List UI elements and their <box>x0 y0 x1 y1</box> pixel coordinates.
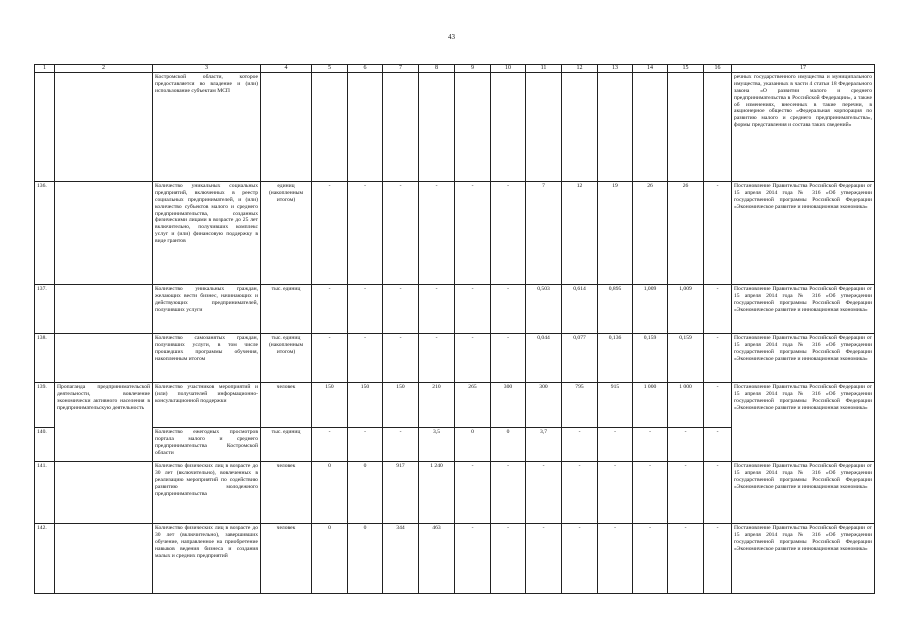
col-header: 10 <box>491 65 526 73</box>
indicator-name: Количество физических лиц в возрасте до 30 лет (включительно), завершивших обучение, направленное на приобретение навыков ведения бизнеса и создания малых и средних предприятий <box>153 524 261 594</box>
note: - <box>704 285 732 334</box>
activity-group: Пропаганда предпринимательской деятельности, вовлечение экономически активного населения в предпринимательскую деятельность <box>55 383 153 462</box>
value: - <box>598 524 633 594</box>
table-row <box>35 182 875 285</box>
value: 0 <box>312 524 348 594</box>
value: - <box>419 334 455 383</box>
note: - <box>704 428 732 462</box>
value: - <box>562 462 598 524</box>
source-document: Постановление Правительства Российской Федерации от 15 апреля 2014 года № 316 «Об утверждении государственной программы Российской Федерации «Экономическое развитие и инновационная экономика» <box>732 524 875 594</box>
value: 0 <box>312 462 348 524</box>
value <box>455 73 491 182</box>
value: - <box>455 334 491 383</box>
col-header: 12 <box>562 65 598 73</box>
activity-group <box>55 334 153 383</box>
table-row <box>35 73 875 182</box>
value: - <box>526 462 562 524</box>
value: 1 000 <box>668 383 704 428</box>
value: - <box>562 524 598 594</box>
row-number: 140. <box>35 428 55 462</box>
value: - <box>419 285 455 334</box>
value: 19 <box>598 182 633 285</box>
unit: человек <box>261 462 312 524</box>
value: - <box>598 428 633 462</box>
value <box>633 73 668 182</box>
col-header: 6 <box>348 65 383 73</box>
value: 915 <box>598 383 633 428</box>
value <box>526 73 562 182</box>
table-row <box>35 285 875 334</box>
value: 0 <box>491 428 526 462</box>
value: - <box>312 334 348 383</box>
col-header: 17 <box>732 65 875 73</box>
value: 3,5 <box>419 428 455 462</box>
source-document: Постановление Правительства Российской Федерации от 15 апреля 2014 года № 316 «Об утверждении государственной программы Российской Федерации «Экономическое развитие и инновационная экономика» <box>732 383 875 462</box>
table-row <box>35 524 875 594</box>
activity-group <box>55 285 153 334</box>
value <box>668 73 704 182</box>
value: 265 <box>455 383 491 428</box>
table-row <box>35 334 875 383</box>
value <box>348 73 383 182</box>
col-header: 16 <box>704 65 732 73</box>
note: - <box>704 524 732 594</box>
row-number: 139. <box>35 383 55 428</box>
note: - <box>704 462 732 524</box>
value: - <box>491 524 526 594</box>
value: - <box>668 428 704 462</box>
value: - <box>455 462 491 524</box>
value: - <box>455 524 491 594</box>
value: 210 <box>419 383 455 428</box>
value: - <box>455 182 491 285</box>
value: 0 <box>348 462 383 524</box>
col-header: 1 <box>35 65 55 73</box>
column-number-row <box>35 65 875 73</box>
value: - <box>312 182 348 285</box>
value <box>419 73 455 182</box>
col-header: 3 <box>153 65 261 73</box>
value: 1,009 <box>633 285 668 334</box>
unit: человек <box>261 524 312 594</box>
source-document: Постановление Правительства Российской Федерации от 15 апреля 2014 года № 316 «Об утверждении государственной программы Российской Федерации «Экономическое развитие и инновационная экономика» <box>732 334 875 383</box>
indicator-name: Количество уникальных граждан, желающих вести бизнес, начинающих и действующих предпринимателей, получивших услуги <box>153 285 261 334</box>
value: - <box>491 285 526 334</box>
value: - <box>348 428 383 462</box>
activity-group <box>55 462 153 524</box>
unit: тыс. единиц (накопленным итогом) <box>261 334 312 383</box>
value <box>562 73 598 182</box>
value: - <box>491 182 526 285</box>
unit: единиц (накопленным итогом) <box>261 182 312 285</box>
source-document: Постановление Правительства Российской Федерации от 15 апреля 2014 года № 316 «Об утверждении государственной программы Российской Федерации «Экономическое развитие и инновационная экономика» <box>732 182 875 285</box>
value: - <box>312 428 348 462</box>
indicator-name: Количество самозанятых граждан, получивших услуги, в том числе прошедших программы обучения, накопленным итогом <box>153 334 261 383</box>
value: - <box>633 524 668 594</box>
note: - <box>704 182 732 285</box>
col-header: 8 <box>419 65 455 73</box>
col-header: 7 <box>383 65 419 73</box>
indicator-name: Количество участников мероприятий и (или) получателей информационно-консультационной поддержки <box>153 383 261 428</box>
col-header: 13 <box>598 65 633 73</box>
value: 0,614 <box>562 285 598 334</box>
value: 26 <box>668 182 704 285</box>
value: 795 <box>562 383 598 428</box>
value: - <box>348 285 383 334</box>
page-number: 43 <box>448 33 455 41</box>
note <box>704 73 732 182</box>
value: - <box>668 524 704 594</box>
value: 150 <box>383 383 419 428</box>
value: 1 240 <box>419 462 455 524</box>
value: - <box>633 428 668 462</box>
source-document: Постановление Правительства Российской Федерации от 15 апреля 2014 года № 316 «Об утверждении государственной программы Российской Федерации «Экономическое развитие и инновационная экономика» <box>732 285 875 334</box>
unit: тыс. единиц <box>261 285 312 334</box>
value: 0,077 <box>562 334 598 383</box>
indicators-table <box>34 64 875 594</box>
col-header: 9 <box>455 65 491 73</box>
row-number: 136. <box>35 182 55 285</box>
value: - <box>383 428 419 462</box>
source-document: речных государственного имущества и муниципального имущества, указанных в части 4 статьи 18 Федерального закона «О развитии малого и среднего предпринимательства в Российской Федерации», а также об изменениях, внесенных в такие перечни, в акционерное общество «Федеральная корпорация по развитию малого и среднего предпринимательства», формы представления и состава таких сведений» <box>732 73 875 182</box>
col-header: 11 <box>526 65 562 73</box>
value: - <box>491 462 526 524</box>
value: 0,159 <box>668 334 704 383</box>
row-number: 137. <box>35 285 55 334</box>
value: - <box>312 285 348 334</box>
value: 0,136 <box>598 334 633 383</box>
value: 0 <box>348 524 383 594</box>
col-header: 15 <box>668 65 704 73</box>
value: 12 <box>562 182 598 285</box>
table-row <box>35 383 875 428</box>
value: 0,044 <box>526 334 562 383</box>
note: - <box>704 334 732 383</box>
row-number <box>35 73 55 182</box>
unit <box>261 73 312 182</box>
row-number: 138. <box>35 334 55 383</box>
value: 0,159 <box>633 334 668 383</box>
value: - <box>562 428 598 462</box>
indicator-name: Костромской области, которое предоставляется во владение и (или) использование субъектам МСП <box>153 73 261 182</box>
value: 1,009 <box>668 285 704 334</box>
col-header: 4 <box>261 65 312 73</box>
value: - <box>455 285 491 334</box>
value: 917 <box>383 462 419 524</box>
value: - <box>348 182 383 285</box>
col-header: 14 <box>633 65 668 73</box>
value: - <box>383 182 419 285</box>
indicator-name: Количество уникальных социальных предприятий, включенных в реестр социальных предпринимателей, и (или) количество субъектов малого и среднего предпринимательства, созданных физическими лицами в возрасте до 25 лет включительно, получивших комплекс услуг и (или) финансовую поддержку в виде грантов <box>153 182 261 285</box>
note: - <box>704 383 732 428</box>
value <box>598 73 633 182</box>
activity-group <box>55 182 153 285</box>
value: 300 <box>491 383 526 428</box>
value: - <box>383 285 419 334</box>
value: - <box>633 462 668 524</box>
value: - <box>598 462 633 524</box>
table-row <box>35 462 875 524</box>
col-header: 2 <box>55 65 153 73</box>
row-number: 141. <box>35 462 55 524</box>
value: 1 000 <box>633 383 668 428</box>
value: 0,503 <box>526 285 562 334</box>
source-document: Постановление Правительства Российской Федерации от 15 апреля 2014 года № 316 «Об утверждении государственной программы Российской Федерации «Экономическое развитие и инновационная экономика» <box>732 462 875 524</box>
indicator-name: Количество ежегодных просмотров портала малого и среднего предпринимательства Костромской области <box>153 428 261 462</box>
unit: тыс. единиц <box>261 428 312 462</box>
value: 3,7 <box>526 428 562 462</box>
value: 0,895 <box>598 285 633 334</box>
row-number: 142. <box>35 524 55 594</box>
value: - <box>526 524 562 594</box>
value: - <box>419 182 455 285</box>
value: 150 <box>312 383 348 428</box>
activity-group <box>55 524 153 594</box>
value <box>491 73 526 182</box>
value: 7 <box>526 182 562 285</box>
indicator-name: Количество физических лиц в возрасте до 30 лет (включительно), вовлеченных в реализацию мероприятий по содействию развитию молодежного предпринимательства <box>153 462 261 524</box>
unit: человек <box>261 383 312 428</box>
value: - <box>491 334 526 383</box>
value: - <box>383 334 419 383</box>
value: - <box>668 462 704 524</box>
value <box>383 73 419 182</box>
value: 463 <box>419 524 455 594</box>
value: 0 <box>455 428 491 462</box>
value <box>312 73 348 182</box>
value: 300 <box>526 383 562 428</box>
value: 344 <box>383 524 419 594</box>
value: - <box>348 334 383 383</box>
value: 26 <box>633 182 668 285</box>
col-header: 5 <box>312 65 348 73</box>
value: 150 <box>348 383 383 428</box>
activity-group <box>55 73 153 182</box>
